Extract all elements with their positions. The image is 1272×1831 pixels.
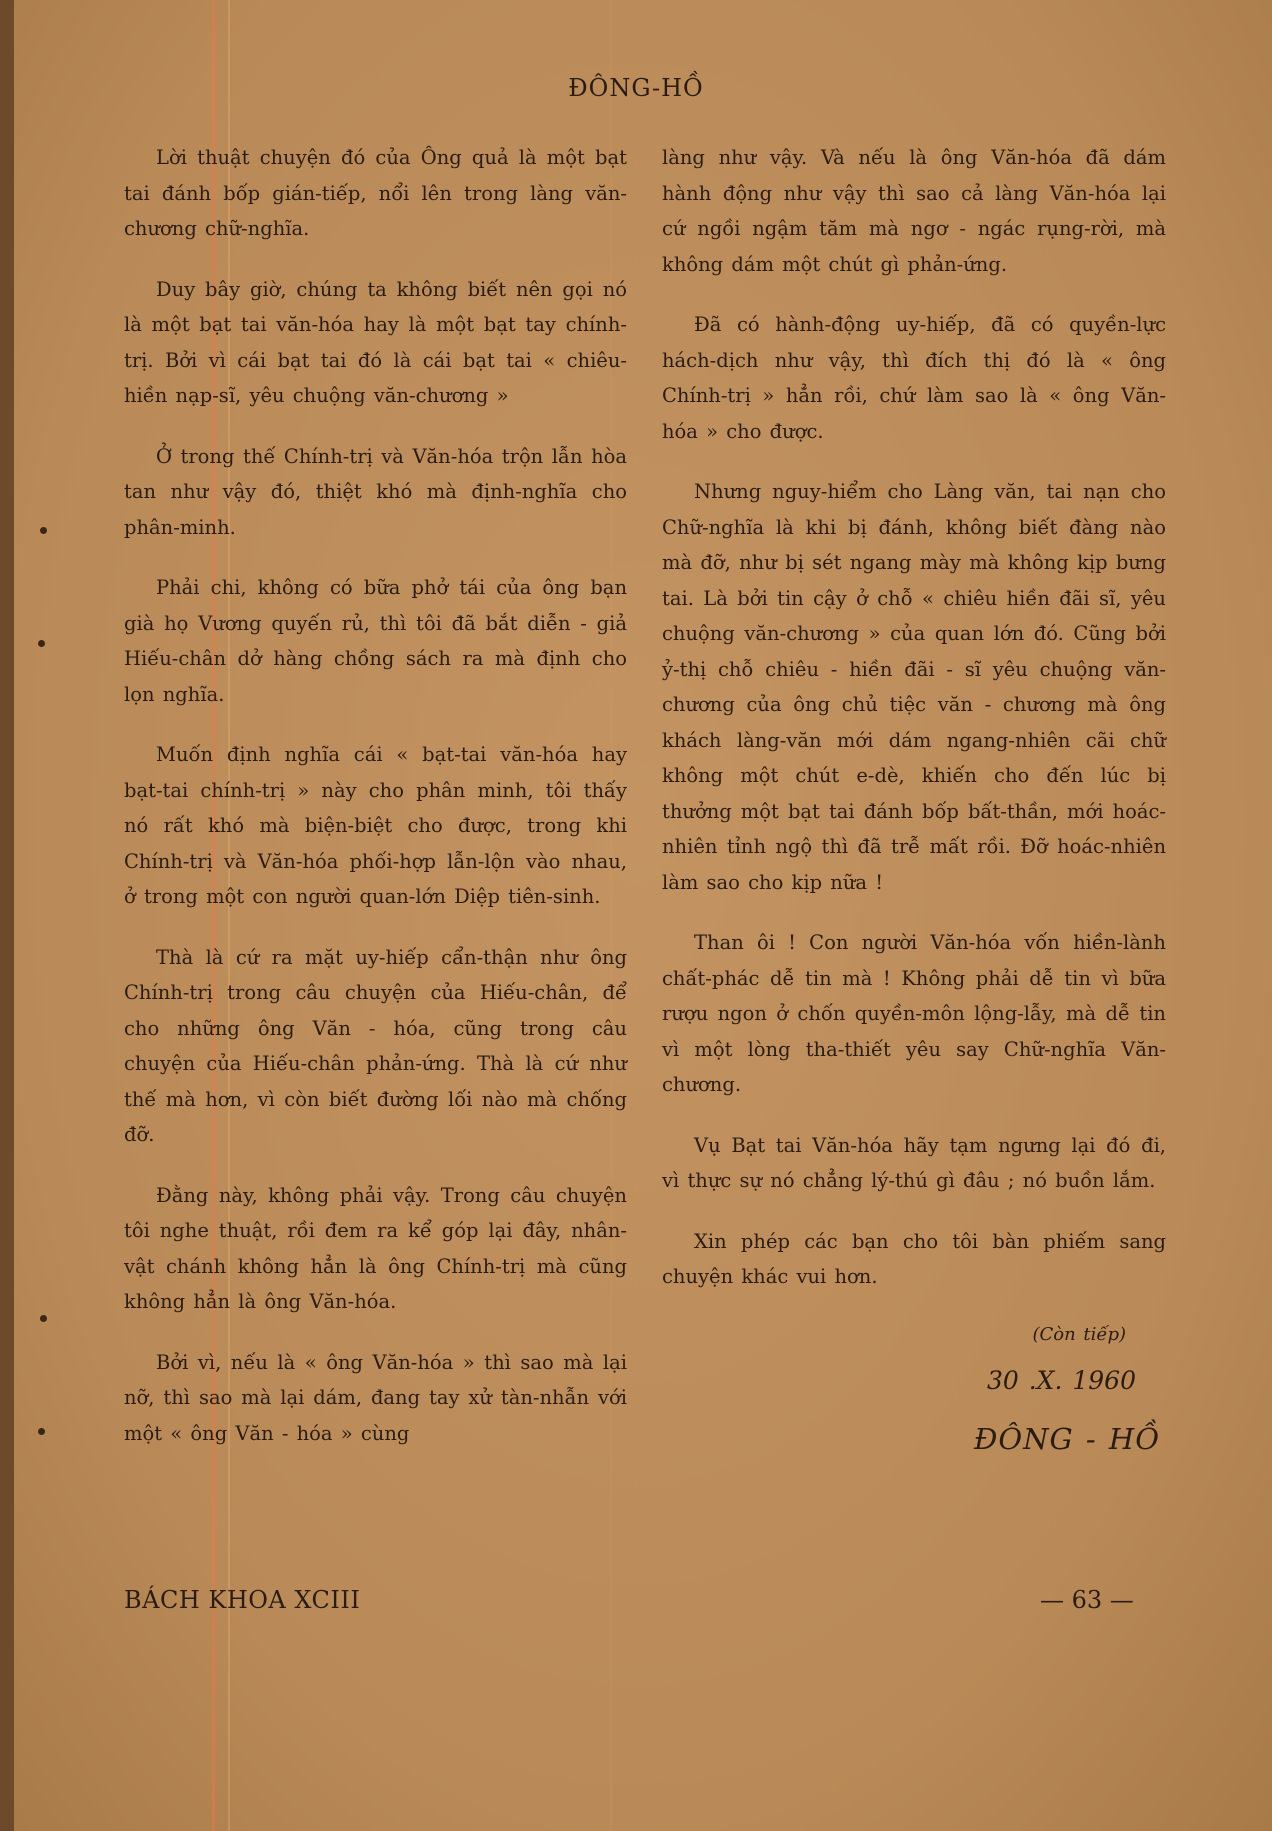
paragraph: Thà là cứ ra mặt uy-hiếp cẩn-thận như ông Chính-trị trong câu chuyện của Hiếu-chân, để cho những ông Văn - hóa, cũng trong câu chuyện của Hiếu-chân phản-ứng. Thà là cứ như thế mà hơn, vì còn biết đường lối nào mà chống đỡ.	[124, 945, 627, 1146]
paragraph: Ở trong thế Chính-trị và Văn-hóa trộn lẫn hòa tan như vậy đó, thiệt khó mà định-nghĩa cho phân-minh.	[124, 444, 627, 539]
paragraph: Than ôi ! Con người Văn-hóa vốn hiền-lành chất-phác dễ tin mà ! Không phải dễ tin vì bữa rượu ngon ở chốn quyền-môn lộng-lẫy, mà dễ tin vì một lòng tha-thiết yêu say Chữ-nghĩa Văn-chương.	[662, 931, 1166, 1096]
paragraph: Phải chi, không có bữa phở tái của ông bạn già họ Vương quyến rủ, thì tôi đã bắt diễn - giả Hiếu-chân dở hàng chồng sách ra mà định cho lọn nghĩa.	[124, 576, 627, 706]
ink-spot	[38, 1428, 45, 1435]
footer-magazine: BÁCH KHOA XCIII	[124, 1586, 361, 1614]
paragraph: Vụ Bạt tai Văn-hóa hãy tạm ngưng lại đó đi, vì thực sự nó chẳng lý-thú gì đâu ; nó buồn lắm.	[662, 1133, 1166, 1192]
ink-spot	[40, 527, 47, 534]
paragraph: Đã có hành-động uy-hiếp, đã có quyền-lực hách-dịch như vậy, thì đích thị đó là « ông Chính-trị » hẳn rồi, chứ làm sao là « ông Văn-hóa » cho được.	[662, 313, 1166, 443]
paragraph: Đằng này, không phải vậy. Trong câu chuyện tôi nghe thuật, rồi đem ra kể góp lại đây, nhân-vật chánh không hẳn là ông Chính-trị mà cũng không hẳn là ông Văn-hóa.	[124, 1183, 627, 1313]
paragraph: Muốn định nghĩa cái « bạt-tai văn-hóa hay bạt-tai chính-trị » này cho phân minh, tôi thấy nó rất khó mà biện-biệt cho được, trong khi Chính-trị và Văn-hóa phối-hợp lẫn-lộn vào nhau, ở trong một con người quan-lớn Diệp tiên-sinh.	[124, 743, 627, 908]
ink-spot	[40, 1315, 47, 1322]
paragraph: làng như vậy. Và nếu là ông Văn-hóa đã dám hành động như vậy thì sao cả làng Văn-hóa lại cứ ngồi ngậm tăm mà ngơ - ngác rụng-rời, mà không dám một chút gì phản-ứng.	[662, 146, 1166, 276]
paragraph: Lời thuật chuyện đó của Ông quả là một bạt tai đánh bốp gián-tiếp, nổi lên trong làng văn-chương chữ-nghĩa.	[124, 146, 627, 240]
author-signature: ĐÔNG - HỒ	[973, 1421, 1160, 1456]
paragraph: Nhưng nguy-hiểm cho Làng văn, tai nạn cho Chữ-nghĩa là khi bị đánh, không biết đàng nào mà đỡ, như bị sét ngang mày mà không kịp bưng tai. Là bởi tin cậy ở chỗ « chiêu hiền đãi sĩ, yêu chuộng văn-chương » của quan lớn đó. Cũng bởi ỷ-thị chỗ chiêu - hiền đãi - sĩ yêu chuộng văn-chương của ông chủ tiệc văn - chương mà ông khách làng-văn mới dám ngang-nhiên cãi chữ không một chút e-dè, khiến cho đến lúc bị thưởng một bạt tai đánh bốp bất-thần, mới hoác-nhiên tỉnh ngộ thì đã trễ mất rồi. Đỡ hoác-nhiên làm sao cho kịp nữa !	[662, 480, 1166, 894]
left-column	[124, 140, 627, 1476]
right-column	[662, 140, 1166, 1464]
continued-note: (Còn tiếp)	[1032, 1323, 1126, 1345]
page-edge-shadow	[0, 0, 14, 1831]
paragraph: Xin phép các bạn cho tôi bàn phiếm sang chuyện khác vui hơn.	[662, 1229, 1166, 1288]
paragraph: Bởi vì, nếu là « ông Văn-hóa » thì sao mà lại nỡ, thì sao mà lại dám, đang tay xử tàn-nhẫn với một « ông Văn - hóa » cùng	[124, 1350, 627, 1445]
ink-spot	[38, 640, 45, 647]
page-number: — 63 —	[1040, 1586, 1134, 1614]
paragraph: Duy bây giờ, chúng ta không biết nên gọi nó là một bạt tai văn-hóa hay là một bạt tay chính-trị. Bởi vì cái bạt tai đó là cái bạt tai « chiêu-hiền nạp-sĩ, yêu chuộng văn-chương »	[124, 277, 627, 407]
date-line: 30 .X. 1960	[986, 1365, 1136, 1395]
running-header: ĐÔNG-HỒ	[568, 74, 704, 102]
